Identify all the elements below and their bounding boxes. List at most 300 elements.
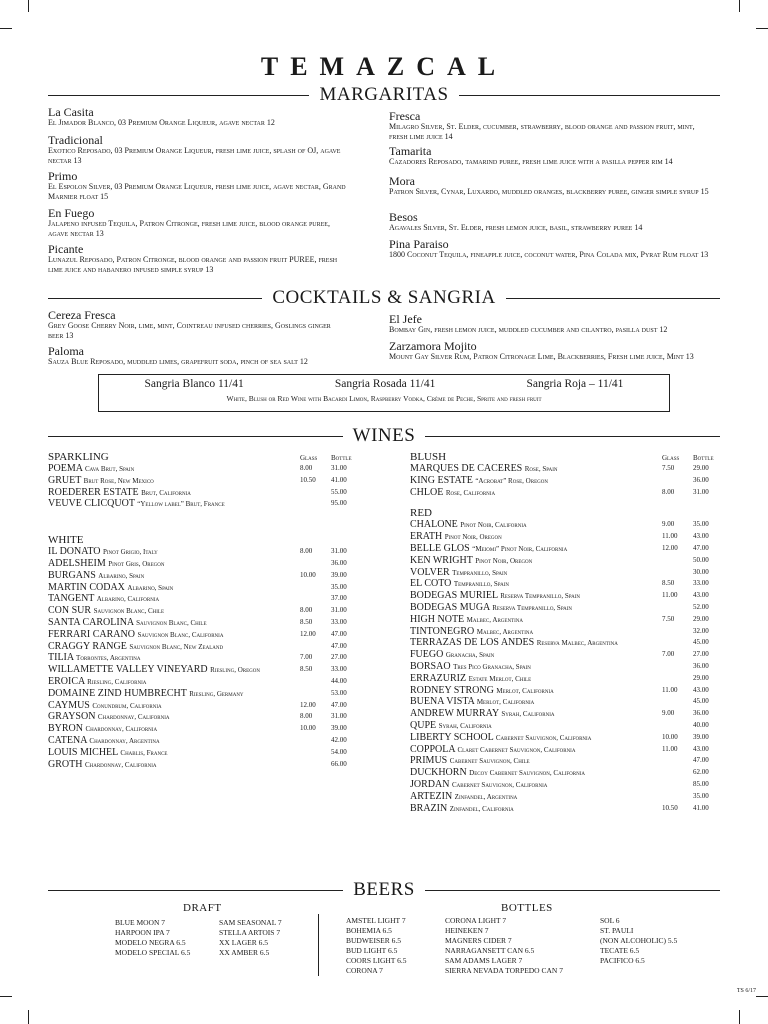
beer-item: ST. PAULI: [600, 926, 634, 935]
bottle-price: 33.00: [693, 579, 709, 588]
section-label: BLUSH: [410, 451, 447, 463]
section-label: SPARKLING: [48, 451, 109, 463]
glass-price: 8.00: [300, 547, 313, 556]
wine-row: [48, 759, 368, 771]
bottle-price: 66.00: [331, 759, 347, 768]
draft-column: [219, 918, 282, 958]
wine-detail: “Yellow label” Brut, France: [137, 500, 225, 509]
wine-detail: Merlot, California: [496, 686, 554, 695]
wine-detail: Cabernet Sauvignon, California: [495, 733, 592, 742]
bottle-price: 55.00: [331, 487, 347, 496]
glass-price: 8.50: [662, 579, 675, 588]
wine-name: DUCKHORN: [410, 767, 467, 779]
bottle-price: 41.00: [693, 803, 709, 812]
menu-item: [48, 170, 348, 202]
beer-item: NARRAGANSETT CAN 6.5: [445, 946, 535, 955]
wine-detail: Albarino, Spain: [127, 583, 174, 592]
wine-row: [410, 744, 730, 756]
wine-detail: Pinot Gris, Oregon: [108, 559, 165, 568]
bottle-price: 35.00: [693, 520, 709, 529]
glass-price: 8.00: [662, 487, 675, 496]
wine-row: [48, 593, 368, 605]
item-description: El Espolon Silver, 03 Premium Orange Liqueur, fresh lime juice, agave nectar, Grand Marnier float 15: [48, 182, 346, 201]
bottle-price: 53.00: [331, 688, 347, 697]
wine-row: [410, 578, 730, 590]
wine-detail: Chablis, France: [120, 748, 168, 757]
menu-item: [48, 207, 348, 239]
divider: [425, 436, 720, 437]
bottles-column: [445, 916, 563, 976]
wine-row: [410, 602, 730, 614]
item-name: Paloma: [48, 344, 84, 358]
bottle-price: 95.00: [331, 499, 347, 508]
wine-detail: Sauvignon Blanc, Chile: [93, 607, 164, 616]
crop-mark: [0, 996, 12, 997]
glass-price: 7.00: [662, 650, 675, 659]
wine-row: [48, 498, 368, 510]
item-description: Jalapeno infused Tequila, Patron Citronge, fresh lime juice, blood orange puree, agave nectar 13: [48, 219, 330, 238]
wine-row: [48, 664, 368, 676]
glass-price: 11.00: [662, 685, 678, 694]
sangria-description: White, Blush or Red Wine with Bacardi Limon, Raspberry Vodka, Crème de Peche, Sprite and fresh fruit: [226, 394, 542, 403]
bottle-price: 31.00: [331, 464, 347, 472]
section-title: MARGARITAS: [319, 84, 449, 105]
bottles-title: BOTTLES: [501, 902, 553, 914]
beer-item: SAM ADAMS LAGER 7: [445, 956, 523, 965]
section-label: RED: [410, 507, 432, 520]
glass-price: 10.00: [300, 724, 316, 733]
beer-item: COORS LIGHT 6.5: [346, 956, 407, 965]
wine-detail: Brut Rose, New Mexico: [83, 476, 154, 485]
wine-detail: Reserva Tempranillo, Spain: [500, 592, 580, 601]
wine-name: BODEGAS MUGA: [410, 601, 490, 613]
wine-row: [410, 685, 730, 697]
bottle-price: 44.00: [331, 676, 347, 685]
bottle-price: 37.00: [331, 594, 347, 603]
wine-detail: Riesling, Oregon: [210, 666, 260, 675]
sangria-item: Sangria Roja – 11/41: [526, 378, 624, 390]
wine-name: BUENA VISTA: [410, 696, 475, 708]
wine-name: MARQUES DE CACERES: [410, 463, 523, 474]
wine-detail: Chardonnay, California: [97, 713, 170, 722]
wine-detail: Brut, California: [141, 488, 191, 497]
wine-name: BODEGAS MURIEL: [410, 590, 498, 602]
wine-row: [48, 463, 368, 475]
section-header-cocktails: [48, 287, 720, 309]
menu-item: [389, 110, 714, 142]
bottle-price: 36.00: [693, 709, 709, 718]
wine-row: [48, 688, 368, 700]
glass-column-header: Glass: [300, 454, 318, 462]
wine-name: CATENA: [48, 734, 87, 746]
glass-price: 12.00: [300, 700, 316, 709]
wine-row: [410, 708, 730, 720]
bottle-price: 29.00: [693, 673, 709, 682]
wine-detail: Tempranillo, Spain: [453, 580, 509, 589]
menu-item: [48, 134, 348, 166]
beer-item: BUD LIGHT 6.5: [346, 946, 398, 955]
glass-price: 10.00: [662, 732, 678, 741]
divider: [425, 890, 720, 891]
wine-name: BYRON: [48, 723, 84, 735]
beer-item: HEINEKEN 7: [445, 926, 489, 935]
wine-name: KEN WRIGHT: [410, 554, 473, 566]
section-header-wines: [48, 425, 720, 447]
bottle-price: 27.00: [331, 653, 347, 662]
glass-price: 8.50: [300, 665, 313, 674]
crop-mark: [756, 996, 768, 997]
wine-name: HIGH NOTE: [410, 613, 465, 625]
item-name: Fresca: [389, 109, 421, 123]
wine-detail: Syrah, California: [438, 721, 492, 730]
bottle-price: 30.00: [693, 567, 709, 576]
wine-detail: Rose, California: [445, 488, 496, 497]
item-description: Bombay Gin, fresh lemon juice, muddled cucumber and cilantro, pasilla dust 12: [389, 325, 668, 334]
section-label: WHITE: [48, 534, 84, 547]
beer-item: SIERRA NEVADA TORPEDO CAN 7: [445, 966, 563, 975]
bottle-price: 33.00: [331, 617, 347, 626]
item-description: Exotico Reposado, 03 Premium Orange Liqueur, fresh lime juice, splash of OJ, agave nectar 13: [48, 146, 341, 165]
item-name: El Jefe: [389, 312, 422, 326]
wine-name: ERATH: [410, 531, 443, 543]
wine-row: [48, 487, 368, 499]
menu-item: [48, 106, 348, 128]
divider: [506, 298, 720, 299]
crop-mark: [0, 28, 12, 29]
spacer: [48, 510, 368, 534]
bottle-price: 35.00: [331, 582, 347, 591]
wine-row: [48, 629, 368, 641]
wine-row: [410, 614, 730, 626]
wine-detail: Sauvignon Blanc, New Zealand: [129, 642, 224, 651]
wine-row: [410, 555, 730, 567]
glass-price: 7.50: [662, 464, 675, 472]
glass-price: 7.00: [300, 653, 313, 662]
wine-row: [410, 779, 730, 791]
wine-name: RODNEY STRONG: [410, 684, 494, 696]
wine-name: VEUVE CLICQUOT: [48, 498, 135, 510]
wine-detail: Chardonnay, California: [84, 760, 157, 769]
item-description: Lunazul Reposado, Patron Citronge, blood orange and passion fruit PUREE, fresh lime juice and habanero infused simple syrup 13: [48, 255, 338, 274]
bottle-price: 31.00: [331, 547, 347, 556]
menu-item: [389, 145, 714, 167]
wine-detail: Granacha, Spain: [445, 651, 495, 660]
wine-row: [410, 543, 730, 555]
wine-row: [410, 803, 730, 815]
glass-price: 8.00: [300, 606, 313, 615]
wine-name: QUPE: [410, 719, 437, 731]
menu-item: [389, 211, 714, 233]
wine-name: DOMAINE ZIND HUMBRECHT: [48, 687, 187, 699]
glass-price: 8.00: [300, 712, 313, 721]
wine-row: [410, 673, 730, 685]
wine-detail: Sauvignon Blanc, Chile: [136, 618, 207, 627]
item-description: Mount Gay Silver Rum, Patron Citronage Lime, Blackberries, Fresh lime juice, Mint 13: [389, 352, 694, 361]
wine-name: FERRARI CARANO: [48, 628, 135, 640]
spacer: [410, 498, 730, 507]
glass-price: 8.00: [300, 464, 313, 472]
section-title: COCKTAILS & SANGRIA: [272, 287, 496, 308]
wine-row: [410, 475, 730, 487]
wine-name: GRUET: [48, 474, 82, 486]
bottle-price: 47.00: [693, 543, 709, 552]
wine-detail: Torrontes, Argentina: [76, 654, 141, 663]
wine-name: PRIMUS: [410, 755, 448, 767]
bottle-price: 33.00: [331, 665, 347, 674]
menu-item: [389, 313, 724, 335]
wine-row: [48, 676, 368, 688]
wine-row: [48, 546, 368, 558]
bottle-price: 42.00: [331, 735, 347, 744]
wine-detail: Riesling, Germany: [189, 689, 244, 698]
wine-name: CHLOE: [410, 486, 444, 498]
wine-detail: Zinfandel, California: [449, 804, 514, 813]
wine-detail: Tres Pico Granacha, Spain: [453, 662, 531, 671]
wine-detail: Estate Merlot, Chile: [468, 674, 532, 683]
beer-item: CORONA LIGHT 7: [445, 916, 507, 925]
glass-price: 7.50: [662, 614, 675, 623]
wine-name: TILIA: [48, 652, 74, 664]
bottles-column: [600, 916, 677, 966]
crop-mark: [739, 0, 740, 12]
beer-item: XX AMBER 6.5: [219, 948, 270, 957]
bottle-price: 39.00: [331, 724, 347, 733]
wine-detail: Sauvignon Blanc, California: [137, 630, 224, 639]
wine-detail: Pinot Noir, Oregon: [475, 556, 533, 565]
item-name: Zarzamora Mojito: [389, 339, 477, 353]
wine-row: [410, 637, 730, 649]
beer-divider: [318, 914, 319, 976]
wine-name: ERRAZURIZ: [410, 672, 467, 684]
wine-row: [410, 463, 730, 475]
wine-row: [410, 767, 730, 779]
beer-item: MODELO SPECIAL 6.5: [115, 948, 191, 957]
glass-price: 10.50: [662, 803, 678, 812]
wine-name: BURGANS: [48, 569, 96, 581]
wine-row: [410, 519, 730, 531]
wine-row: [48, 558, 368, 570]
section-title: BEERS: [353, 879, 415, 900]
wine-name: KING ESTATE: [410, 474, 473, 486]
item-description: Grey Goose Cherry Noir, lime, mint, Cointreau infused cherries, Goslings ginger beer 13: [48, 321, 331, 340]
wine-name: VOLVER: [410, 566, 450, 578]
draft-title: DRAFT: [183, 902, 222, 914]
wine-row: [48, 641, 368, 653]
bottle-price: 39.00: [693, 732, 709, 741]
wine-detail: Chardonnay, California: [85, 725, 158, 734]
bottle-price: 31.00: [331, 712, 347, 721]
brand-title: TEMAZCAL: [260, 52, 508, 81]
wine-name: LIBERTY SCHOOL: [410, 731, 494, 743]
wine-row: [410, 755, 730, 767]
item-name: La Casita: [48, 105, 94, 119]
beer-item: TECATE 6.5: [600, 946, 640, 955]
sangria-item: Sangria Rosada 11/41: [334, 378, 436, 390]
bottle-price: 31.00: [693, 487, 709, 496]
wine-row: [410, 590, 730, 602]
beer-item: SAM SEASONAL 7: [219, 918, 282, 927]
wine-name: POEMA: [48, 463, 83, 474]
crop-mark: [28, 1010, 29, 1024]
beer-item: BOHEMIA 6.5: [346, 926, 392, 935]
menu-item: [48, 345, 348, 367]
sangria-list: [99, 378, 669, 390]
wine-detail: Conundrum, California: [92, 701, 162, 710]
bottle-price: 43.00: [693, 744, 709, 753]
wine-row: [410, 531, 730, 543]
glass-price: 9.00: [662, 520, 675, 529]
bottle-price: 45.00: [693, 697, 709, 706]
wine-name: ROEDERER ESTATE: [48, 486, 139, 498]
glass-price: 11.00: [662, 591, 678, 600]
wine-detail: Riesling, California: [87, 677, 147, 686]
beer-item: MODELO NEGRA 6.5: [115, 938, 186, 947]
divider: [48, 436, 343, 437]
bottle-price: 47.00: [331, 700, 347, 709]
wine-detail: Cabernet Sauvignon, California: [451, 780, 548, 789]
beer-item: PACIFICO 6.5: [600, 956, 645, 965]
wine-detail: Syrah, California: [501, 710, 555, 719]
wine-row: [48, 723, 368, 735]
wine-name: TINTONEGRO: [410, 625, 475, 637]
beer-item: XX LAGER 6.5: [219, 938, 268, 947]
item-name: Tamarita: [389, 144, 432, 158]
wine-detail: Albarino, California: [96, 595, 160, 604]
bottle-price: 50.00: [693, 555, 709, 564]
bottle-column-header: Bottle: [693, 454, 714, 462]
wine-name: BORSAO: [410, 660, 451, 672]
wine-row: [410, 567, 730, 579]
wine-name: BRAZIN: [410, 802, 448, 814]
menu-item: [389, 175, 714, 197]
wine-row: [48, 652, 368, 664]
wine-right-column: [410, 451, 730, 814]
bottle-price: 27.00: [693, 650, 709, 659]
divider: [459, 95, 720, 96]
wine-detail: Rose, Spain: [524, 465, 558, 473]
glass-price: 8.50: [300, 617, 313, 626]
wine-row: [48, 570, 368, 582]
bottle-price: 36.00: [693, 661, 709, 670]
bottle-price: 62.00: [693, 768, 709, 777]
menu-item: [48, 309, 348, 341]
bottle-price: 40.00: [693, 720, 709, 729]
crop-mark: [739, 1010, 740, 1024]
wine-left-column: [48, 451, 368, 770]
footnote: TS 6/17: [736, 988, 756, 994]
beer-item: AMSTEL LIGHT 7: [346, 916, 406, 925]
bottle-price: 47.00: [331, 629, 347, 638]
wine-detail: Claret Cabernet Sauvignon, California: [457, 745, 576, 754]
wine-name: GROTH: [48, 758, 83, 770]
wine-row: [48, 617, 368, 629]
beer-item: CORONA 7: [346, 966, 383, 975]
sangria-item: Sangria Blanco 11/41: [144, 378, 244, 390]
wine-name: ADELSHEIM: [48, 557, 106, 569]
wine-row: [48, 735, 368, 747]
wine-name: COPPOLA: [410, 743, 456, 755]
glass-price: 11.00: [662, 744, 678, 753]
wine-name: MARTIN CODAX: [48, 581, 125, 593]
wine-detail: Chardonnay, Argentina: [89, 736, 160, 745]
item-description: Patron Silver, Cynar, Luxardo, muddled oranges, blackberry puree, ginger simple syrup 15: [389, 187, 709, 196]
section-header-margaritas: [48, 84, 720, 106]
wine-detail: Malbec, Argentina: [466, 615, 523, 624]
wine-name: ARTEZIN: [410, 790, 453, 802]
wine-row: [48, 700, 368, 712]
wine-section-title: [410, 451, 730, 463]
bottle-price: 31.00: [331, 606, 347, 615]
wine-detail: Malbec, Argentina: [476, 627, 534, 636]
divider: [48, 298, 262, 299]
item-description: Cazadores Reposado, tamarind puree, fresh lime juice with a pasilla pepper rim 14: [389, 157, 673, 166]
wine-detail: Cava Brut, Spain: [84, 465, 135, 473]
wine-name: EROICA: [48, 675, 85, 687]
section-title: WINES: [352, 425, 416, 446]
wine-detail: “Acrobat” Rose, Oregon: [475, 476, 548, 485]
wine-row: [48, 475, 368, 487]
wine-detail: Cabernet Sauvignon, Chile: [449, 757, 530, 766]
wine-name: TERRAZAS DE LOS ANDES: [410, 637, 535, 649]
wine-row: [410, 626, 730, 638]
bottle-price: 43.00: [693, 591, 709, 600]
beer-item: HARPOON IPA 7: [115, 928, 170, 937]
glass-price: 12.00: [300, 629, 316, 638]
bottle-price: 35.00: [693, 791, 709, 800]
wine-row: [48, 605, 368, 617]
menu-item: [389, 238, 714, 260]
wine-name: LOUIS MICHEL: [48, 746, 118, 758]
wine-name: CRAGGY RANGE: [48, 640, 127, 652]
wine-name: GRAYSON: [48, 711, 96, 723]
beer-item: STELLA ARTOIS 7: [219, 928, 281, 937]
bottle-price: 85.00: [693, 779, 709, 788]
wine-detail: Zinfandel, Argentina: [454, 792, 518, 801]
item-name: Tradicional: [48, 133, 103, 147]
divider: [48, 95, 309, 96]
bottle-price: 36.00: [331, 558, 347, 567]
glass-price: 10.50: [300, 475, 316, 484]
menu-item: [48, 243, 348, 275]
item-name: Pina Paraiso: [389, 237, 449, 251]
menu-item: [389, 340, 724, 362]
wine-row: [48, 582, 368, 594]
bottle-price: 41.00: [331, 475, 347, 484]
bottle-column-header: Bottle: [331, 454, 352, 462]
wine-detail: Reserva Tempranillo, Spain: [492, 603, 573, 612]
wine-detail: Tempranillo, Spain: [452, 568, 508, 577]
divider: [48, 890, 343, 891]
crop-mark: [28, 0, 29, 12]
wine-name: FUEGO: [410, 649, 444, 661]
bottle-price: 29.00: [693, 464, 709, 472]
item-description: 1800 Coconut Tequila, fineapple juice, coconut water, Pina Colada mix, Pyrat Rum float 13: [389, 250, 709, 259]
glass-price: 11.00: [662, 532, 678, 541]
beer-item: BUDWEISER 6.5: [346, 936, 401, 945]
wine-detail: Reserva Malbec, Argentina: [536, 639, 618, 648]
item-name: Besos: [389, 210, 418, 224]
crop-mark: [756, 28, 768, 29]
wine-row: [410, 696, 730, 708]
wine-row: [410, 649, 730, 661]
bottle-price: 39.00: [331, 570, 347, 579]
wine-row: [48, 747, 368, 759]
item-name: Primo: [48, 169, 78, 183]
wine-row: [410, 661, 730, 673]
glass-price: 10.00: [300, 570, 316, 579]
wine-name: IL DONATO: [48, 546, 101, 558]
wine-detail: Decoy Cabernet Sauvignon, California: [469, 769, 586, 778]
